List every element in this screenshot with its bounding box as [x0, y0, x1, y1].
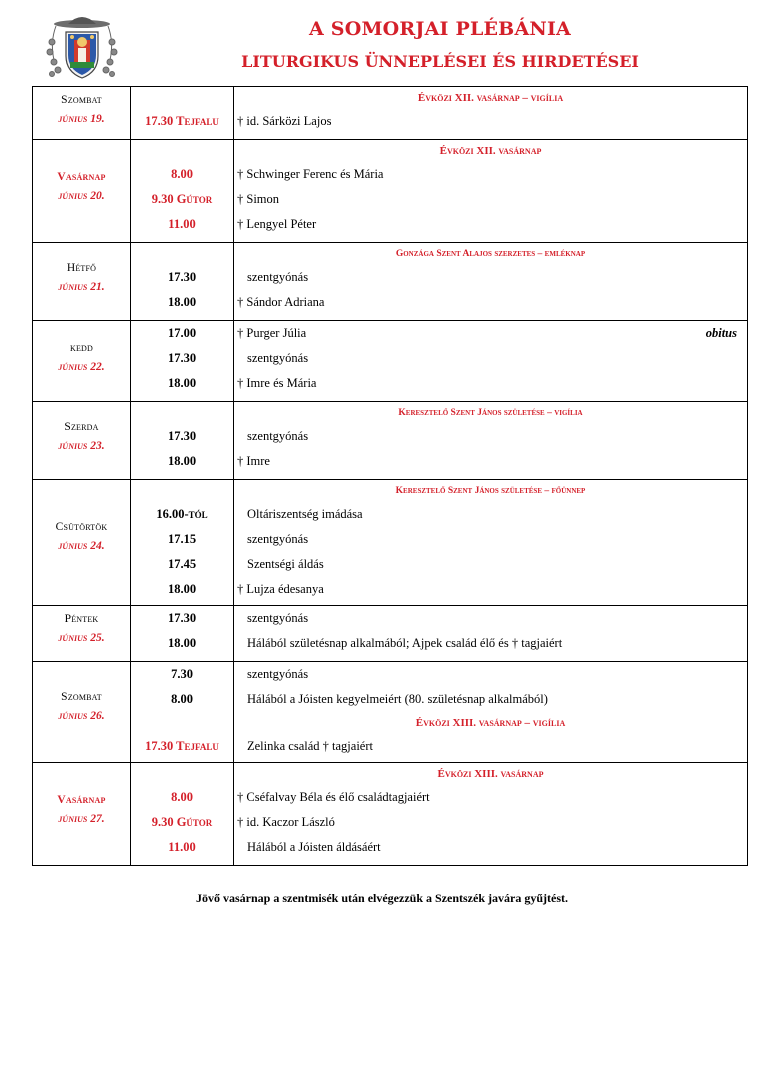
mass-time: 17.30 Tejfalu	[145, 739, 219, 753]
mass-time: 18.00	[167, 454, 197, 468]
mass-time: 8.00	[171, 167, 193, 181]
mass-intention: † id. Sárközi Lajos	[237, 114, 332, 128]
mass-time: 17.30	[167, 270, 197, 284]
mass-time: 8.00	[171, 790, 193, 804]
mass-time: 9.30 Gútor	[151, 815, 213, 829]
mass-time: 16.00-tól	[156, 507, 208, 521]
day-name: kedd	[69, 342, 94, 354]
table-row	[33, 321, 748, 402]
feast-title: Évközi XII. vasárnap	[439, 145, 542, 157]
mass-time: 11.00	[168, 840, 196, 854]
mass-intention: † Purger Júlia	[237, 326, 307, 340]
event-description: szentgyónás	[247, 667, 309, 681]
page-subtitle: LITURGIKUS ÜNNEPLÉSEI ÉS HIRDETÉSEI	[241, 52, 639, 71]
mass-intention: szentgyónás	[247, 270, 309, 284]
feast-title: Évközi XII. vasárnap – vigília	[417, 92, 564, 104]
table-row	[33, 87, 748, 140]
day-date: június 23.	[58, 440, 105, 452]
day-name: Szombat	[61, 691, 102, 703]
mass-time: 18.00	[167, 636, 197, 650]
mass-intention: † Sándor Adriana	[237, 295, 325, 309]
mass-intention: † Imre és Mária	[237, 376, 317, 390]
table-row	[33, 402, 748, 480]
mass-time: 9.30 Gútor	[151, 192, 213, 206]
liturgy-schedule-table	[32, 86, 748, 866]
day-name: Vasárnap	[57, 171, 106, 183]
mass-time: 18.00	[167, 582, 197, 596]
mass-time: 18.00	[167, 295, 197, 309]
parish-coat-of-arms	[44, 12, 120, 82]
event-description: Oltáriszentség imádása	[247, 507, 363, 521]
table-row	[33, 140, 748, 243]
mass-intention: Zelinka család † tagjaiért	[247, 739, 373, 753]
day-date: június 27.	[58, 813, 105, 825]
mass-intention: Hálából a Jóisten áldásáért	[247, 840, 381, 854]
mass-time: 17.30 Tejfalu	[145, 114, 219, 128]
table-row	[33, 606, 748, 662]
table-row	[33, 243, 748, 321]
mass-time: 17.30	[167, 429, 197, 443]
table-row	[33, 480, 748, 606]
day-name: Szombat	[61, 94, 102, 106]
feast-title: Keresztelő Szent János születése – főünnep	[395, 486, 586, 496]
feast-title: Évközi XIII. vasárnap – vigília	[415, 717, 566, 729]
day-name: Szerda	[64, 421, 99, 433]
mass-intention: Hálából a Jóisten kegyelmeiért (80. születésnap alkalmából)	[247, 692, 548, 706]
mass-time: 17.30	[167, 611, 197, 625]
table-row	[33, 763, 748, 866]
mass-intention: szentgyónás	[247, 351, 309, 365]
page-title: A SOMORJAI PLÉBÁNIA	[309, 18, 571, 40]
day-date: június 24.	[58, 540, 105, 552]
mass-time: 11.00	[168, 217, 196, 231]
day-date: június 25.	[58, 632, 105, 644]
mass-time: 18.00	[167, 376, 197, 390]
mass-time: 7.30	[171, 667, 193, 681]
mass-time: 8.00	[171, 692, 193, 706]
mass-time: 17.15	[167, 532, 197, 546]
obitus-note: obitus	[705, 326, 737, 340]
feast-title: Keresztelő Szent János születése – vigília	[398, 408, 583, 418]
feast-title: Évközi XIII. vasárnap	[437, 768, 544, 780]
event-description: Szentségi áldás	[247, 557, 324, 571]
day-name: Vasárnap	[57, 794, 106, 806]
mass-intention: † Cséfalvay Béla és élő családtagjaiért	[237, 790, 430, 804]
footer-announcement: Jövő vasárnap a szentmisék után elvégezzük a Szentszék javára gyűjtést.	[196, 891, 568, 905]
mass-intention: † Imre	[237, 454, 270, 468]
day-date: június 20.	[58, 190, 105, 202]
day-date: június 21.	[58, 281, 105, 293]
mass-intention: † Simon	[237, 192, 280, 206]
day-name: Péntek	[64, 613, 99, 625]
day-date: június 26.	[58, 710, 105, 722]
mass-intention: szentgyónás	[247, 429, 309, 443]
mass-time: 17.45	[167, 557, 197, 571]
mass-intention: Hálából születésnap alkalmából; Ajpek család élő és † tagjaiért	[247, 636, 563, 650]
day-date: június 22.	[58, 361, 105, 373]
day-name: Csütörtök	[55, 521, 108, 533]
mass-intention: † id. Kaczor László	[237, 815, 335, 829]
day-date: június 19.	[58, 113, 105, 125]
event-description: szentgyónás	[247, 611, 309, 625]
mass-intention: † Schwinger Ferenc és Mária	[237, 167, 384, 181]
mass-time: 17.30	[167, 351, 197, 365]
event-description: szentgyónás	[247, 532, 309, 546]
day-name: Hétfő	[66, 262, 97, 274]
table-row	[33, 662, 748, 763]
feast-title: Gonzága Szent Alajos szerzetes – emléknap	[395, 249, 586, 259]
mass-intention: † Lengyel Péter	[237, 217, 317, 231]
mass-time: 17.00	[167, 326, 197, 340]
mass-intention: † Lujza édesanya	[237, 582, 324, 596]
